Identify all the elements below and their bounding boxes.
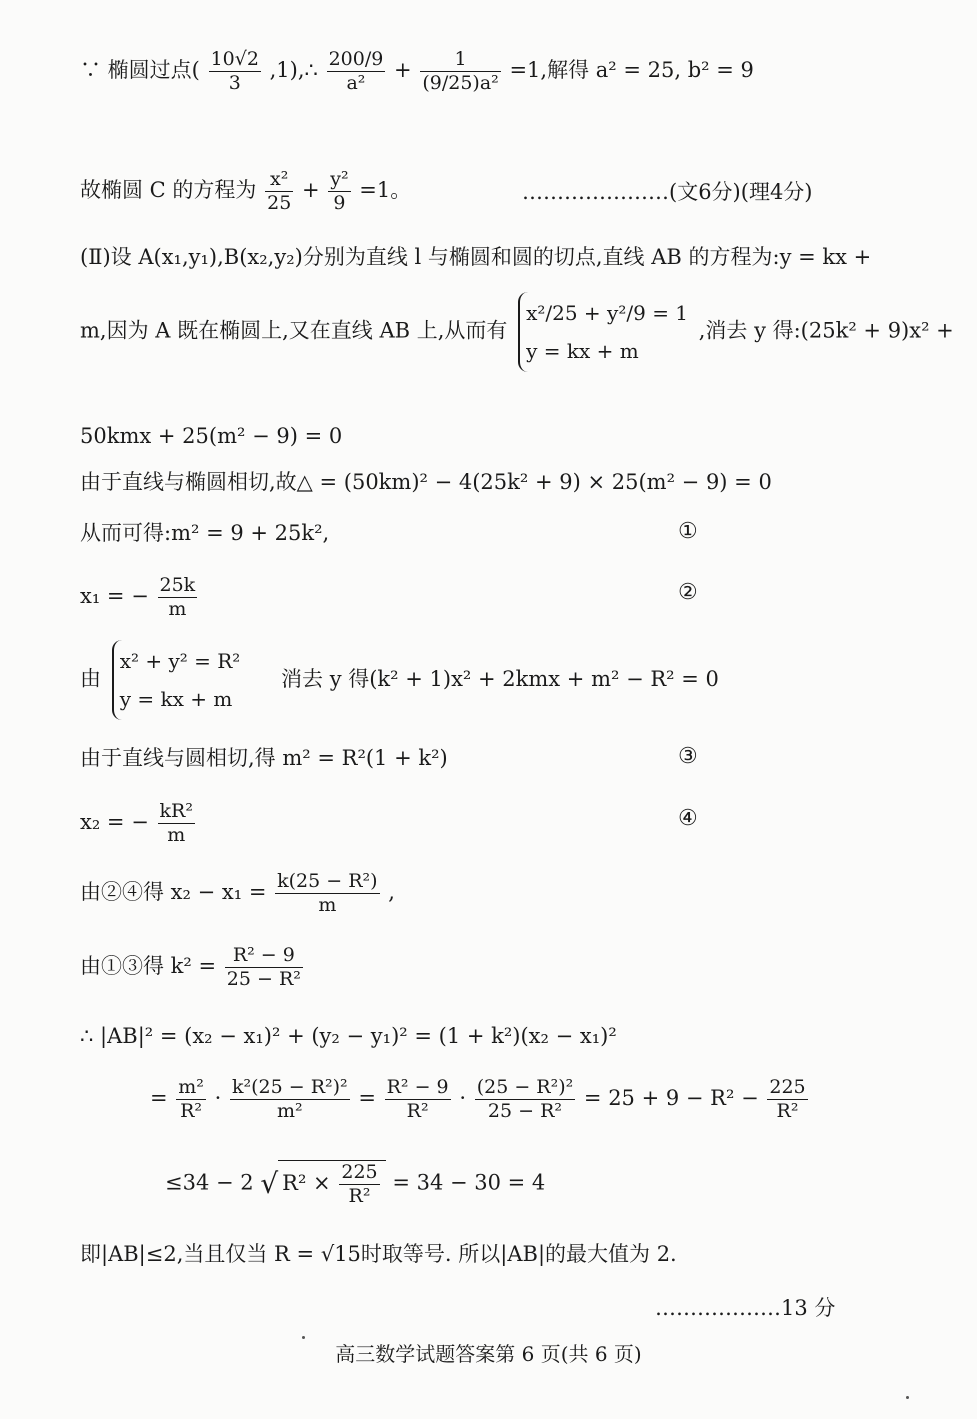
radicand bbox=[278, 1160, 385, 1208]
fraction bbox=[275, 870, 379, 917]
line-ab-squared: ∴ |AB|² = (x₂ − x₁)² + (y₂ − y₁)² = (1 + k²)(x₂ − x₁)² bbox=[80, 1024, 617, 1048]
system-equation: x² + y² = R² bbox=[119, 649, 241, 673]
fraction bbox=[767, 1076, 807, 1123]
text-segment: 消去 y 得(k² + 1)x² + 2kmx + m² − R² = 0 bbox=[281, 666, 719, 691]
fraction bbox=[158, 800, 195, 847]
line-system-ellipse bbox=[80, 292, 954, 372]
numerator: R² − 9 bbox=[225, 944, 303, 968]
text-segment: =1,解得 a² = 25, b² = 9 bbox=[509, 57, 754, 82]
marker-3: ③ bbox=[678, 744, 698, 769]
denominator: R² bbox=[406, 1099, 429, 1122]
text-segment: m,因为 A 既在椭圆上,又在直线 AB 上,从而有 bbox=[80, 318, 508, 343]
text-segment: 由①③得 k² = bbox=[80, 953, 217, 978]
text-segment: =1。 bbox=[359, 177, 412, 202]
text-segment: ∵ 椭圆过点( bbox=[80, 57, 200, 82]
page-footer: 高三数学试题答案第 6 页(共 6 页) bbox=[335, 1342, 642, 1366]
fraction bbox=[265, 168, 293, 215]
text-segment: ,消去 y 得:(25k² + 9)x² + bbox=[698, 318, 954, 343]
numerator: y² bbox=[330, 168, 349, 190]
text-segment: 由 bbox=[80, 666, 101, 691]
line-x2 bbox=[80, 800, 197, 847]
text-segment: x₁ = − bbox=[80, 583, 149, 608]
denominator: 25 bbox=[267, 191, 292, 214]
denominator: m bbox=[167, 823, 186, 846]
scan-speck bbox=[906, 1396, 909, 1399]
numerator: 225 bbox=[769, 1076, 806, 1098]
line-conclusion: 即|AB|≤2,当且仅当 R = √15时取等号. 所以|AB|的最大值为 2. bbox=[80, 1242, 677, 1266]
denominator: R² bbox=[180, 1099, 203, 1122]
numerator: 1 bbox=[420, 48, 500, 72]
text-segment: , bbox=[388, 879, 395, 904]
line-ellipse-equation: 故椭圆 C 的方程为 $\frac{\text{x²}}{25}$ + $\frac{\text{y²}}{9}$ =1。 bbox=[80, 168, 412, 214]
line-quadratic: 50kmx + 25(m² − 9) = 0 bbox=[80, 424, 343, 448]
numerator: R² − 9 bbox=[386, 1076, 449, 1098]
equation-system bbox=[518, 292, 688, 372]
system-equation: y = kx + m bbox=[119, 687, 233, 711]
fraction bbox=[225, 944, 303, 991]
text-segment: x₂ = − bbox=[80, 809, 149, 834]
fraction bbox=[327, 48, 386, 95]
denominator: (9/25)a² bbox=[422, 71, 499, 94]
numerator: k²(25 − R²)² bbox=[231, 1076, 348, 1098]
fraction bbox=[420, 48, 500, 95]
sqrt-sign: √ bbox=[260, 1167, 279, 1200]
fraction bbox=[475, 1076, 576, 1123]
denominator: 25 − R² bbox=[487, 1099, 563, 1122]
denominator: R² bbox=[776, 1099, 799, 1122]
fraction bbox=[158, 574, 198, 621]
numerator: 10√2 bbox=[210, 48, 259, 70]
denominator: 9 bbox=[333, 191, 346, 214]
line-k-squared bbox=[80, 944, 305, 991]
numerator: m² bbox=[178, 1076, 204, 1098]
equation-system bbox=[112, 640, 241, 720]
score-note-part1: …………………(文6分)(理4分) bbox=[522, 180, 813, 204]
numerator: (25 − R²)² bbox=[476, 1076, 574, 1098]
denominator: m bbox=[168, 597, 187, 620]
numerator: 200/9 bbox=[328, 48, 384, 70]
denominator: a² bbox=[346, 71, 366, 94]
text-segment: = 34 − 30 = 4 bbox=[392, 1170, 546, 1195]
numerator: 25k bbox=[159, 574, 196, 596]
text-segment: · bbox=[459, 1085, 466, 1110]
numerator: kR² bbox=[159, 800, 193, 822]
denominator: m² bbox=[277, 1099, 303, 1122]
text-segment: ,1),∴ bbox=[269, 57, 318, 82]
fraction bbox=[328, 168, 350, 215]
line-ellipse-point bbox=[80, 48, 754, 95]
line-discriminant: 由于直线与椭圆相切,故△ = (50km)² − 4(25k² + 9) × 25(m² − 9) = 0 bbox=[80, 470, 772, 494]
denominator: 25 − R² bbox=[226, 967, 301, 990]
text-segment: + bbox=[394, 57, 412, 82]
fraction bbox=[385, 1076, 451, 1123]
text-segment: R² × bbox=[282, 1170, 331, 1195]
text-segment: ≤34 − 2 bbox=[165, 1170, 254, 1195]
denominator: 3 bbox=[228, 71, 241, 94]
numerator: k(25 − R²) bbox=[277, 870, 378, 892]
marker-4: ④ bbox=[678, 806, 698, 831]
fraction bbox=[176, 1076, 206, 1123]
line-part2-setup: (Ⅱ)设 A(x₁,y₁),B(x₂,y₂)分别为直线 l 与椭圆和圆的切点,直线 AB 的方程为:y = kx + bbox=[80, 245, 872, 269]
marker-2: ② bbox=[678, 580, 698, 605]
fraction bbox=[230, 1076, 350, 1123]
system-equation: x²/25 + y²/9 = 1 bbox=[526, 301, 689, 325]
line-ab-expansion: = $\frac{\text{m²}}{\text{R²}}$ · $\frac{\text{k²(25 − R²)²}}{\text{m²}}$ = $\frac{\text{R² − 9}}{\text{R²}}$ · $\frac{\text{(25 − R²)²}}{\text{25 − R²}}$ = 25 + 9 − R² − $\frac{225}{\text{R²}}$ bbox=[150, 1076, 806, 1122]
score-note-final: ………………13 分 bbox=[655, 1296, 836, 1320]
denominator: R² bbox=[348, 1184, 371, 1207]
line-x2-minus-x1 bbox=[80, 870, 395, 917]
fraction bbox=[209, 48, 261, 95]
system-equation: y = kx + m bbox=[526, 339, 639, 363]
line-inequality bbox=[165, 1160, 545, 1208]
text-segment: · bbox=[214, 1085, 222, 1110]
text-segment: 由②④得 x₂ − x₁ = bbox=[80, 879, 267, 904]
marker-1: ① bbox=[678, 519, 698, 544]
text-segment: 故椭圆 C 的方程为 bbox=[80, 177, 257, 202]
line-circle-tangent: 由于直线与圆相切,得 m² = R²(1 + k²) bbox=[80, 746, 448, 770]
fraction bbox=[339, 1161, 379, 1208]
numerator: 225 bbox=[341, 1161, 378, 1183]
line-m-squared: 从而可得:m² = 9 + 25k², bbox=[80, 521, 330, 545]
text-segment: = 25 + 9 − R² − bbox=[583, 1085, 759, 1110]
line-x1 bbox=[80, 574, 199, 621]
denominator: m bbox=[318, 893, 337, 916]
numerator: x² bbox=[265, 168, 293, 192]
line-system-circle bbox=[80, 640, 719, 720]
scan-speck bbox=[302, 1336, 305, 1339]
